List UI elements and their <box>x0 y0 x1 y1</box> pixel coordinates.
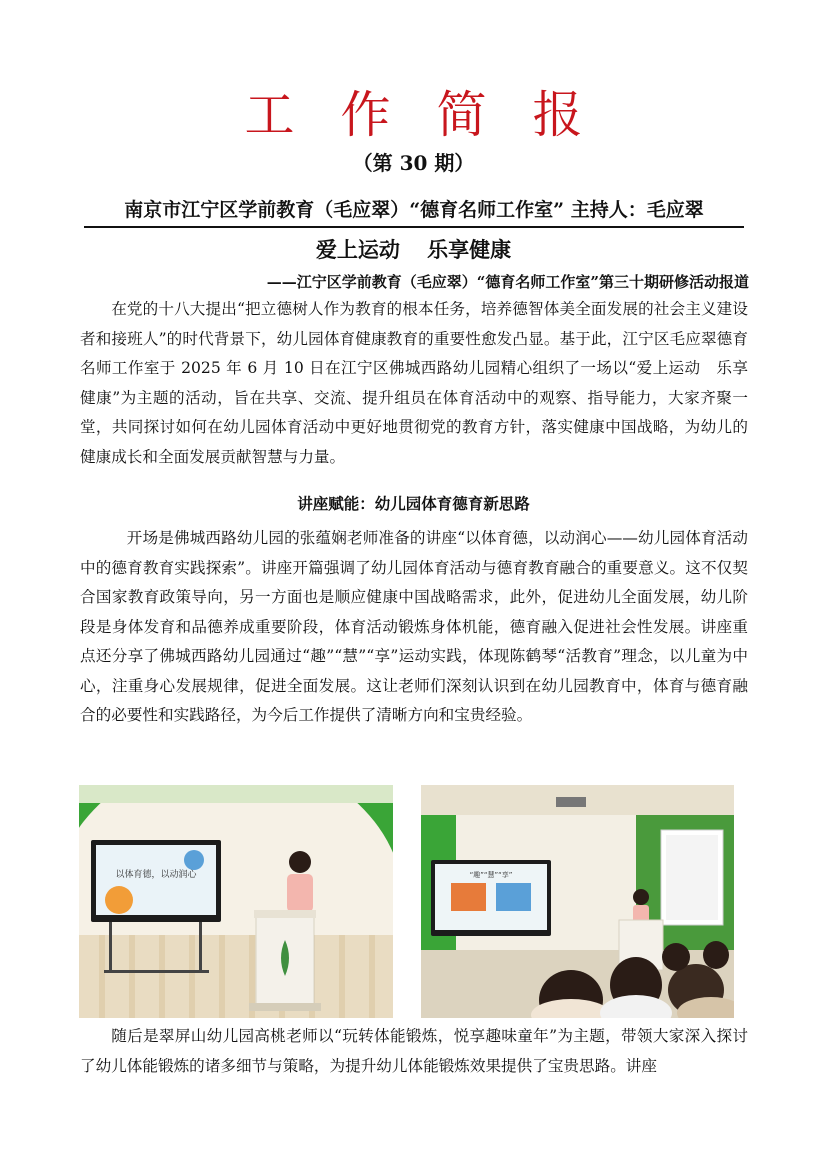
masthead-title: 工作简报 <box>244 86 629 144</box>
next-paragraph: 随后是翠屏山幼儿园高桃老师以“玩转体能锻炼，悦享趣味童年”为主题，带领大家深入探讨了幼儿体能锻炼的诸多细节与策略，为提升幼儿体能锻炼效果提供了宝贵思路。讲座 <box>80 1027 748 1075</box>
article-byline: ——江宁区学前教育（毛应翠）“德育名师工作室”第三十期研修活动报道 <box>266 273 749 291</box>
issue-number: （第 30 期） <box>352 151 475 175</box>
intro-paragraph: 在党的十八大提出“把立德树人作为教育的根本任务，培养德智体美全面发展的社会主义建设者和接班人”的时代背景下，幼儿园体育健康教育的重要性愈发凸显。基于此，江宁区毛应翠德育名师工作室于 2025 年 6 月 10 日在江宁区佛城西路幼儿园精心组织了一场以“爱上运动 乐享健康”为主题的活动，旨在共享、交流、提升组员在体育活动中的观察、指导能力，大家齐聚一堂，共同探讨如何在幼儿园体育活动中更好地贯彻党的教育方针，落实健康中国战略，为幼儿的健康成长和全面发展贡献智慧与力量。 <box>80 300 748 466</box>
photo-lecture-speaker-illustration <box>79 785 393 1018</box>
article-title: 爱上运动 乐享健康 <box>315 237 512 262</box>
right-screen-text: “趣”“慧”“享” <box>469 871 513 879</box>
studio-underline <box>84 226 744 228</box>
photo-lecture-speaker <box>79 785 393 1018</box>
photo-audience <box>421 785 734 1018</box>
section-heading: 讲座赋能：幼儿园体育德育新思路 <box>297 494 530 513</box>
photo-audience-illustration <box>421 785 734 1018</box>
left-screen-text: 以体育德，以动润心 <box>115 870 197 880</box>
lecture-paragraph: 开场是佛城西路幼儿园的张蕴娴老师准备的讲座“以体育德，以动润心——幼儿园体育活动中的德育教育实践探索”。讲座开篇强调了幼儿园体育活动与德育教育融合的重要意义。这不仅契合国家教育政策导向，另一方面也是顺应健康中国战略需求，此外，促进幼儿全面发展，幼儿阶段是身体发育和品德养成重要阶段，体育活动锻炼身体机能，德育融入促进社会性发展。讲座重点还分享了佛城西路幼儿园通过“趣”“慧”“享”运动实践，体现陈鹤琴“活教育”理念，以儿童为中心，注重身心发展规律，促进全面发展。这让老师们深刻认识到在幼儿园教育中，体育与德育融合的必要性和实践路径，为今后工作提供了清晰方向和宝贵经验。 <box>80 529 748 724</box>
studio-line: 南京市江宁区学前教育（毛应翠）“德育名师工作室” 主持人：毛应翠 <box>124 199 704 221</box>
